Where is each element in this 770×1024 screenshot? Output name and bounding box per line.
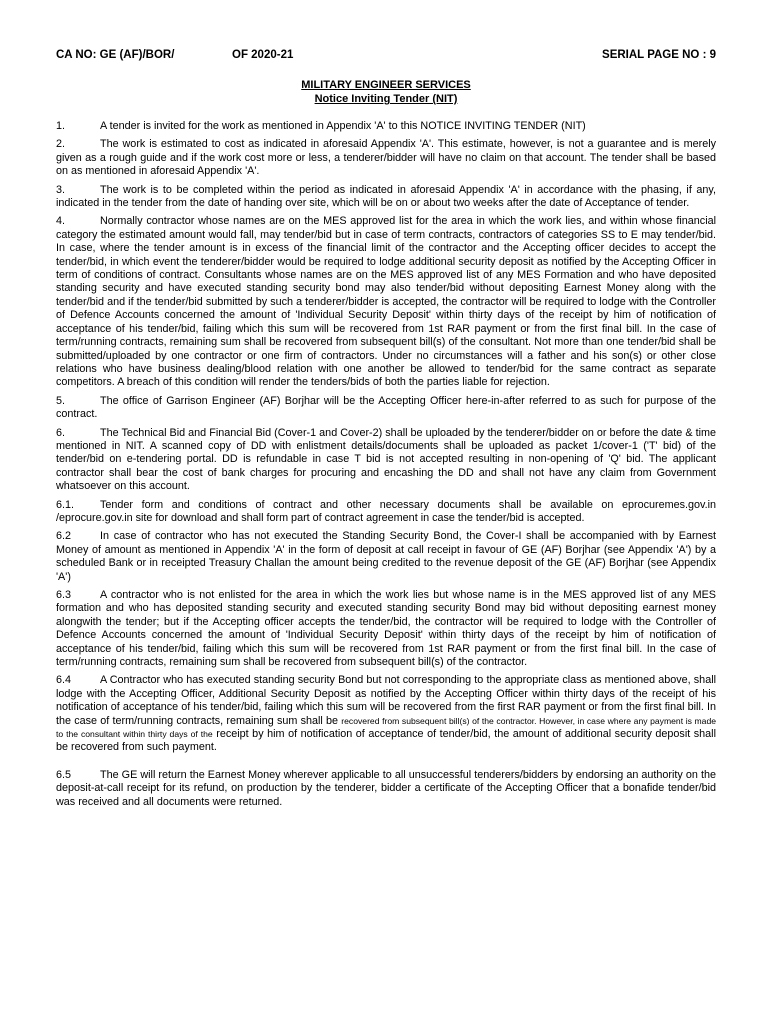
paragraph-tail-text: receipt by him of notification of acceptance of tender/bid, the amount of additional security deposit shall be recovered from such payment. <box>56 728 716 754</box>
paragraph-text: In case of contractor who has not executed the Standing Security Bond, the Cover-I shall be accompanied with by Earnest Money of amount as mentioned in Appendix 'A' in the form of deposit at call receipt in favour of GE (AF) Borjhar (see Appendix 'A') by a scheduled Bank or in receipted Treasury Challan the amount being credited to the revenue deposit of the GE (AF) Borjhar (see Appendix 'A') <box>56 530 716 583</box>
paragraph-4 <box>56 215 716 389</box>
contract-year: OF 2020-21 <box>232 49 294 61</box>
paragraph-number: 6. <box>56 426 66 439</box>
paragraph-text: A tender is invited for the work as mentioned in Appendix 'A' to this NOTICE INVITING TENDER (NIT) <box>100 120 586 132</box>
paragraph-text: The GE will return the Earnest Money wherever applicable to all unsuccessful tenderers/bidders by endorsing an authority on the deposit-at-call receipt for its refund, on production by the tenderer, bidder a certificate of the Accepting Officer that a bonafide tender/bid was received and all documents were returned. <box>56 768 716 808</box>
paragraph-6 <box>56 427 716 494</box>
paragraph-text: The work is to be completed within the period as indicated in aforesaid Appendix 'A' in accordance with the phasing, if any, indicated in the tender from the date of handing over site, which will be on or about two weeks after the date of Acceptance of tender. <box>56 183 716 210</box>
paragraph-6-1 <box>56 499 716 526</box>
paragraph-text: A Contractor who has executed standing security Bond but not corresponding to the appropriate class as mentioned above, shall lodge with the Accepting Officer, Additional Security Deposit as notified by the Accepting Officer within thirty days of the receipt of his notification of acceptance of his tender/bid, failing which this sum will be recovered from the first RAR payment or from the first final bill. In the case of term/running contracts, remaining sum shall be <box>56 674 716 727</box>
paragraph-2 <box>56 138 716 178</box>
paragraph-1 <box>56 120 716 133</box>
paragraph-number: 5. <box>56 394 66 407</box>
paragraph-6-5 <box>56 769 716 809</box>
document-titles <box>56 78 716 106</box>
paragraph-5 <box>56 395 716 422</box>
organization-title: MILITARY ENGINEER SERVICES <box>301 79 471 91</box>
paragraph-number: 6.2 <box>56 530 72 543</box>
paragraph-6-3 <box>56 589 716 669</box>
paragraph-text: Normally contractor whose names are on the MES approved list for the area in which the work lies, and within whose financial category the estimated amount would fall, may tender/bid but in case of term contracts, contractors of categories SS to E may tender/bid. In case, where the tender amount is in excess of the financial limit of the contractor and the Accepting officer decides to accept the tender/bid, in which event the tenderer/bidder would be required to lodge additional security deposit as notified by the Accepting Officer in term of conditions of contract. Consultants whose names are on the MES approved list of any MES Formation and who have deposited standing security and have executed standing security bond may also tender/bid without depositing Earnest Money along with the tender/bid and if the tender/bid submitted by such a tenderer/bidder is accepted, the contractor will be required to lodge with the Controller of Defence Accounts concerned the amount of 'Individual Security Deposit' within thirty days of the receipt by him of notification of acceptance of his tender/bid, failing which this sum will be recovered from 1st RAR payment or from the first final bill. In the case of term/running contracts, remaining sum shall be recovered from subsequent bill(s) of the consultant. Not more than one tender/bid shall be submitted/uploaded by one contractor or one firm of contractors. Under no circumstances will a father and his son(s) or other close relations who have business dealing/blood relation with one another be allowed to tender/bid for the same contract as separate competitors. A breach of this condition will render the tenders/bids of both the parties liable for rejection. <box>56 215 716 389</box>
paragraph-number: 3. <box>56 183 66 196</box>
paragraph-text: The Technical Bid and Financial Bid (Cover-1 and Cover-2) shall be uploaded by the tenderer/bidder on or before the date & time mentioned in NIT. A scanned copy of DD with enlistment details/documents shall be uploaded as packet 1/cover-1 ('T' bid) of the tender/bid on e-tendering portal. DD is refundable in case T bid is not accepted resulting in non-opening of 'Q' bid. The applicant contractor shall bear the cost of bank charges for procuring and encashing the DD and shall not have any claim from Government whatsoever on this account. <box>56 426 716 493</box>
paragraph-6-2 <box>56 530 716 584</box>
paragraph-text: A contractor who is not enlisted for the area in which the work lies but whose name is in the MES approved list of any MES formation and who has deposited standing security and executed standing security Bond may bid without depositing earnest money alongwith the tender; but if the Accepting officer accepts the tender/bid, the contractor will be required to lodge with the Controller of Defence Accounts concerned the amount of 'Individual Security Deposit' within thirty days of the receipt by him of notification of acceptance of his tender/bid, failing which this sum will be recovered from 1st RAR payment or from the first final bill. In the case of term/running contracts, remaining sum shall be recovered from subsequent bill(s) of the contractor. <box>56 589 716 669</box>
paragraph-number: 2. <box>56 138 66 151</box>
paragraph-text: The office of Garrison Engineer (AF) Borjhar will be the Accepting Officer here-in-after referred to as such for purpose of the contract. <box>56 394 716 421</box>
paragraph-number: 6.3 <box>56 589 72 601</box>
paragraph-small-text: recovered from subsequent bill(s) of the contractor. However, in case where any payment is made to the consultant within thirty days of the <box>56 715 717 740</box>
paragraph-number: 6.4 <box>56 674 72 687</box>
paragraph-3 <box>56 184 716 211</box>
paragraph-text: The work is estimated to cost as indicated in aforesaid Appendix 'A'. This estimate, however, is not a guarantee and is merely given as a rough guide and if the work cost more or less, a tenderer/bidder will have no claim on that account. The tender shall be based on as mentioned in aforesaid Appendix 'A'. <box>56 138 716 178</box>
ca-number: CA NO: GE (AF)/BOR/ <box>56 49 175 61</box>
paragraph-6-4 <box>56 674 716 754</box>
paragraph-number: 1. <box>56 120 66 132</box>
serial-page-number: SERIAL PAGE NO : 9 <box>602 49 716 61</box>
paragraph-number: 6.5 <box>56 768 72 781</box>
paragraph-number: 4. <box>56 215 66 228</box>
page-header <box>56 49 716 65</box>
paragraph-number: 6.1. <box>56 498 75 511</box>
notice-title: Notice Inviting Tender (NIT) <box>314 93 458 105</box>
paragraph-text: Tender form and conditions of contract and other necessary documents shall be available on eprocuremes.gov.in /eprocure.gov.in site for download and shall form part of contract agreement in case the tender/bid is accepted. <box>56 498 716 524</box>
document-body <box>56 120 716 814</box>
